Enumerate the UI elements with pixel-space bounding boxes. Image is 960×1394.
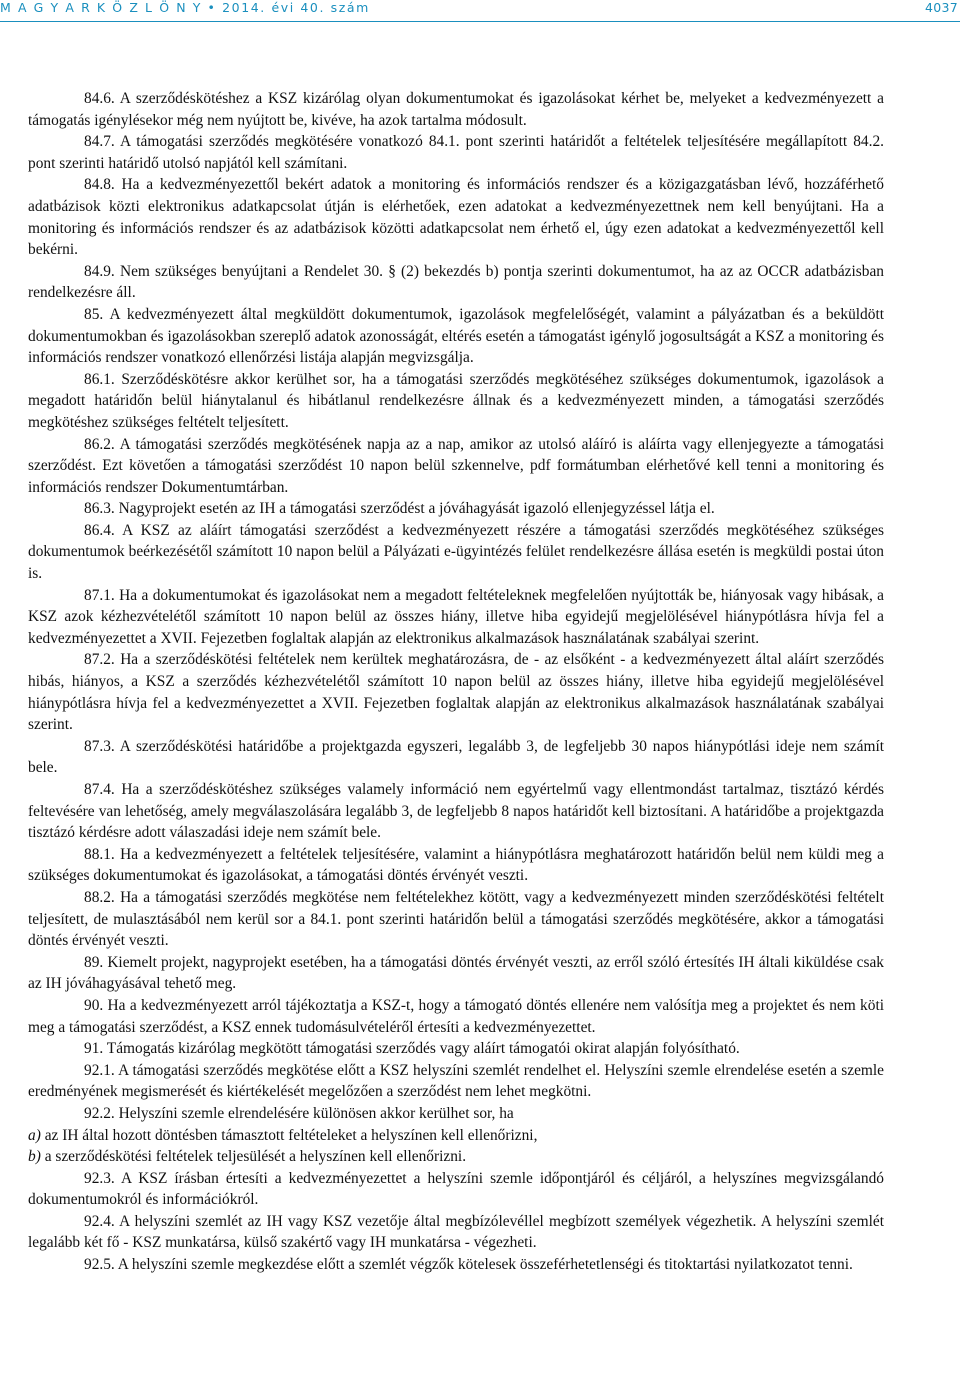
page-header (0, 0, 960, 22)
paragraph-86-4: 86.4. A KSZ az aláírt támogatási szerződést a kedvezményezett részére a támogatási szerződés megkötéséhez szükséges dokumentumok beérkezésétől számított 10 napon belül a Pályázati e-ügyintézés felület rendelkezésre állása esetén is megküldi postai úton is. (28, 521, 884, 583)
paragraph-89: 89. Kiemelt projekt, nagyprojekt esetében, ha a támogatási döntés érvényét veszti, az erről szóló értesítés IH általi kiküldése csak az IH jóváhagyásával tehető meg. (28, 953, 884, 993)
paragraph-91: 91. Támogatás kizárólag megkötött támogatási szerződés vagy aláírt támogatói okirat alapján folyósítható. (84, 1040, 740, 1058)
paragraph-92-2: 92.2. Helyszíni szemle elrendelésére különösen akkor kerülhet sor, ha (84, 1104, 514, 1122)
list-text-b: a szerződéskötési feltételek teljesülését a helyszínen kell ellenőrizni. (44, 1148, 467, 1166)
paragraph-92-1: 92.1. A támogatási szerződés megkötése előtt a KSZ helyszíni szemlét rendelhet el. Helyszíni szemle elrendelése esetén a szemle eredményének megismerését és kiértékelését megelőzően a szerződést nem lehet megkötni. (28, 1061, 884, 1101)
paragraph-88-2: 88.2. Ha a támogatási szerződés megkötése nem feltételekhez kötött, vagy a kedvezményezett minden szerződéskötési feltételt teljesített, de mulasztásából nem kerül sor a 84.1. pont szerinti határidőn belül a támogatási szerződés megkötésére, akkor a támogatási döntés érvényét veszti. (28, 888, 884, 950)
paragraph-86-1: 86.1. Szerződéskötésre akkor kerülhet sor, ha a támogatási szerződés megkötéséhez szükséges dokumentumok, igazolások a megadott határidőn belül hiánytalanul és hibátlanul rendelkezésre állnak és a kedvezményezett minden, a támogatási szerződés megkötéshez szükséges feltételt teljesített. (28, 370, 884, 431)
list-marker-b: b) (28, 1148, 41, 1166)
list-text-a: az IH által hozott döntésben támasztott feltételeket a helyszínen kell ellenőrizni, (44, 1126, 538, 1144)
paragraph-84-6: 84.6. A szerződéskötéshez a KSZ kizárólag olyan dokumentumokat és igazolásokat kérhet be, melyeket a kedvezményezett a támogatás igénylésekor még nem nyújtott be, kivéve, ha azok tartalma módosult. (28, 90, 884, 129)
paragraph-87-3: 87.3. A szerződéskötési határidőbe a projektgazda egyszeri, legalább 3, de legfeljebb 30 napos hiánypótlási ideje nem számít bele. (28, 737, 884, 777)
paragraph-84-8: 84.8. Ha a kedvezményezettől bekért adatok a monitoring és információs rendszer és a közigazgatásban lévő, hozzáférhető adatbázisok közti elektronikus adatkapcsolat útján is elérhetőek, ezen adatokat a kedvezményezettnek nem kell benyújtani. Ha a monitoring és információs rendszer és az adatbázisok közötti adatkapcsolat nem érhető el, úgy ezen adatokat a kedvezményezettől kell bekérni. (28, 176, 884, 259)
paragraph-87-2: 87.2. Ha a szerződéskötési feltételek nem kerültek meghatározásra, de - az elsőként - a kedvezményezett által aláírt szerződés hibás, hiányos, a KSZ a szerződés kézhezvételétől számított 10 napon belül az összes hiány, illetve hiba egyidejű megjelölésével hiánypótlásra hívja fel a kedvezményezettet a XVII. Fejezetben foglaltak alapján az elektronikus alkalmazások használatának szabályai szerint. (28, 651, 884, 734)
list-marker-a: a) (28, 1126, 41, 1144)
journal-title: M A G Y A R K Ö Z L Ö N Y • 2014. évi 40. szám (0, 0, 370, 15)
header-rule (0, 21, 960, 22)
paragraph-92-3: 92.3. A KSZ írásban értesíti a kedvezményezettet a helyszíni szemle időpontjáról és céljáról, a helyszínes megvizsgálandó dokumentumokról és információkról. (28, 1169, 884, 1209)
paragraph-87-4: 87.4. Ha a szerződéskötéshez szükséges valamely információ nem egyértelmű vagy ellentmondást tartalmaz, tisztázó kérdés feltevésére van lehetőség, amely megválaszolására legalább 3, de legfeljebb 8 napos határidőt kell biztosítani. A határidőbe a projektgazda tisztázó kérdésre adott válaszadási ideje nem számít bele. (28, 781, 884, 842)
document-body (28, 88, 884, 1276)
paragraph-92-5: 92.5. A helyszíni szemle megkezdése előtt a szemlét végzők kötelesek összeférhetetlenségi és titoktartási nyilatkozatot tenni. (84, 1256, 853, 1274)
paragraph-85: 85. A kedvezményezett által megküldött dokumentumok, igazolások megfelelőségét, valamint a pályázatban és a beküldött dokumentumokban és igazolásokban szereplő adatok azonosságát, eltérés esetén a támogatást igénylő jogosultságát a KSZ a monitoring és információs rendszer vonatkozó ellenőrzési listája alapján megvizsgálja. (28, 305, 884, 367)
paragraph-87-1: 87.1. Ha a dokumentumokat és igazolásokat nem a megadott feltételeknek megfelelően nyújtották be, hiányosak vagy hibásak, a KSZ azok kézhezvételétől számított 10 napon belül az összes hiány, illetve hiba egyidejű megjelölésével hiánypótlásra hívja fel a kedvezményezettet a XVII. Fejezetben foglaltak alapján az elektronikus alkalmazások használatának szabályai szerint. (28, 586, 884, 647)
paragraph-86-3: 86.3. Nagyprojekt esetén az IH a támogatási szerződést a jóváhagyását igazoló ellenjegyzéssel látja el. (84, 500, 715, 518)
paragraph-88-1: 88.1. Ha a kedvezményezett a feltételek teljesítésére, valamint a hiánypótlásra meghatározott határidőn belül nem küldi meg a szükséges dokumentumokat és igazolásokat, a támogatási döntés érvényét veszti. (28, 845, 884, 885)
paragraph-84-9: 84.9. Nem szükséges benyújtani a Rendelet 30. § (2) bekezdés b) pontja szerinti dokumentumot, ha az az OCCR adatbázisban rendelkezésre áll. (28, 262, 884, 302)
paragraph-92-4: 92.4. A helyszíni szemlét az IH vagy KSZ vezetője által megbízólevéllel megbízott személyek végezhetik. A helyszíni szemlét legalább két fő - KSZ munkatársa, külső szakértő vagy IH munkatársa - végezheti. (28, 1212, 884, 1252)
paragraph-90: 90. Ha a kedvezményezett arról tájékoztatja a KSZ-t, hogy a támogató döntés ellenére nem valósítja meg a projektet és nem köti meg a támogatási szerződést, a KSZ ennek tudomásulvételéről értesíti a kedvezményezettet. (28, 996, 884, 1036)
paragraph-86-2: 86.2. A támogatási szerződés megkötésének napja az a nap, amikor az utolsó aláíró is aláírta vagy ellenjegyezte a támogatási szerződést. Ezt követően a támogatási szerződést 10 napon belül szkennelve, pdf formátumban elérhetővé kell tenni a monitoring és információs rendszer Dokumentumtárban. (28, 435, 884, 496)
list-item-a (28, 1125, 884, 1147)
list-item-b (28, 1146, 884, 1168)
page-number: 4037 (924, 0, 958, 15)
paragraph-84-7: 84.7. A támogatási szerződés megkötésére vonatkozó 84.1. pont szerinti határidőt a feltételek teljesítésére megállapított 84.2. pont szerinti határidő utolsó napjától kell számítani. (28, 133, 884, 172)
